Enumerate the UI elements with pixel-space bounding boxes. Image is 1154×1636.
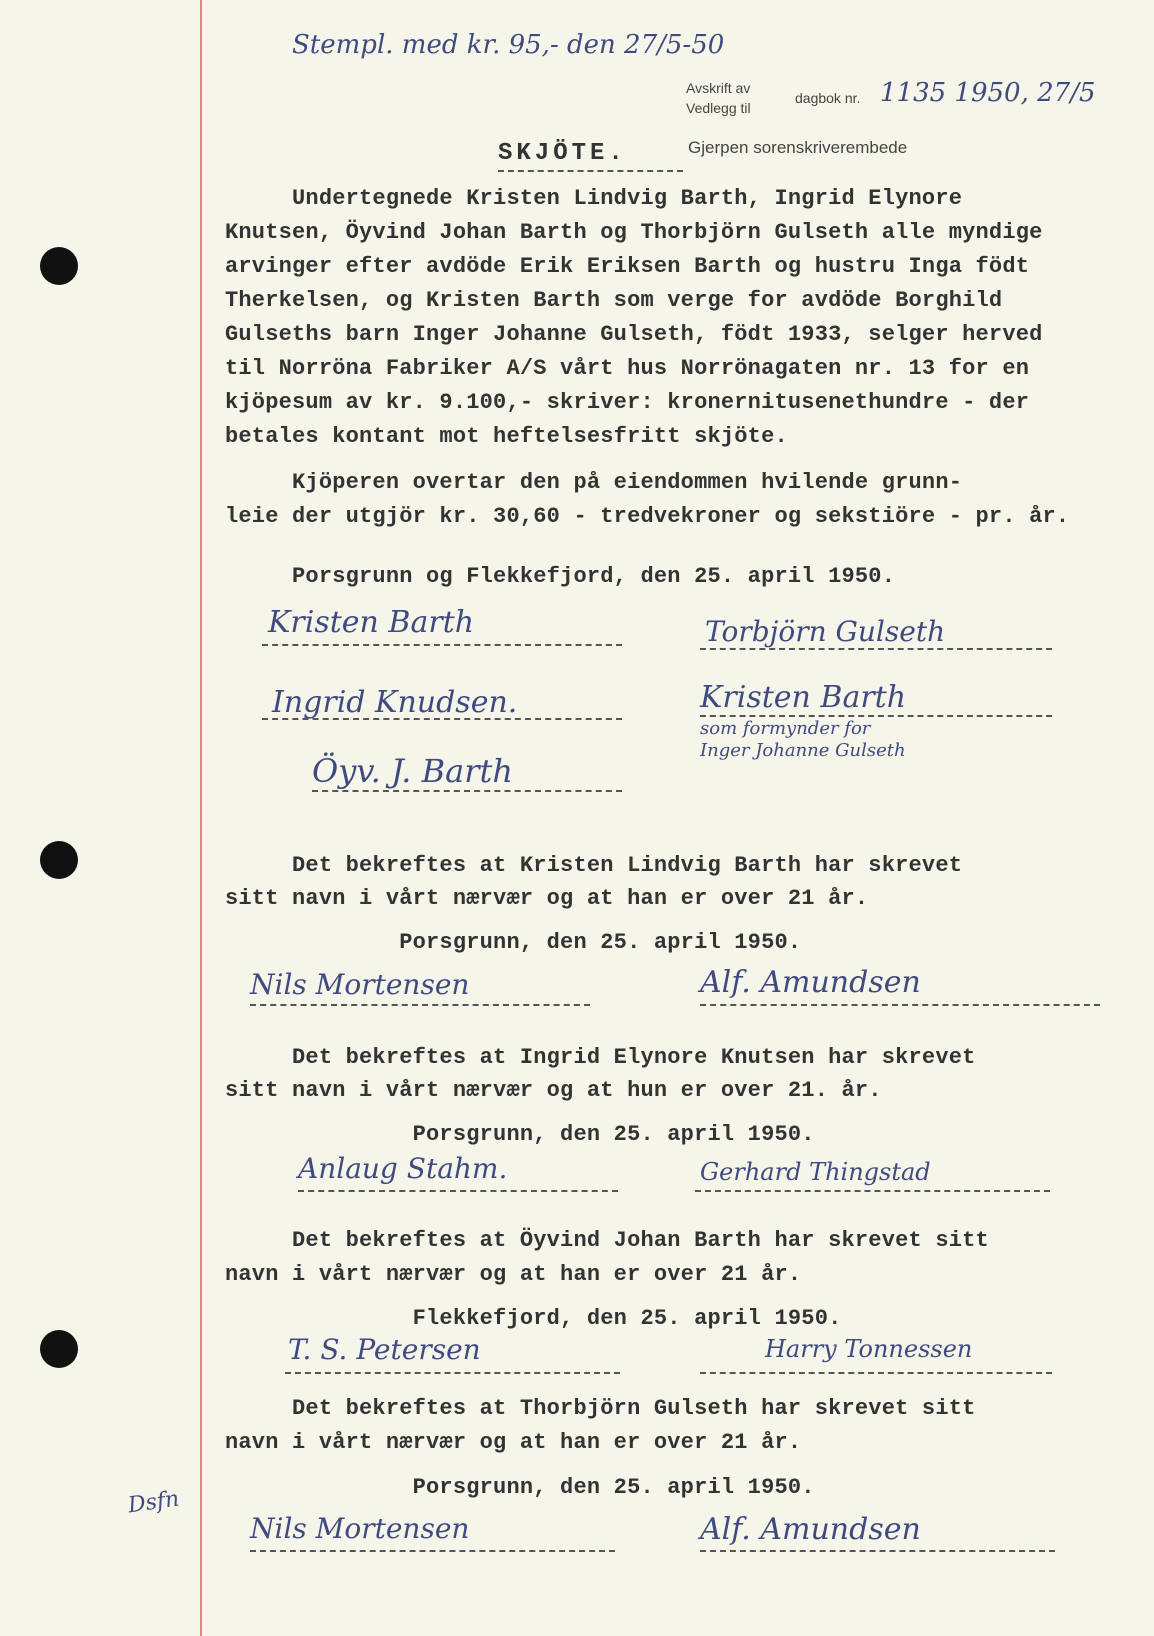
title-underline [498,170,683,172]
witness-signature: Alf. Amundsen [700,965,921,1000]
signature-line [298,1190,618,1192]
witness-line: navn i vårt nærvær og at han er over 21 år. [225,1262,802,1287]
body-line: betales kontant mot heftelsesfritt skjöte. [225,424,788,449]
witness-line: Det bekreftes at Öyvind Johan Barth har skrevet sitt [225,1228,989,1253]
signature-line [312,790,622,792]
place-date: Porsgrunn og Flekkefjord, den 25. april 1950. [225,564,896,589]
signature-line [700,1372,1052,1374]
signature-line [700,1004,1100,1006]
stamp-office: Gjerpen sorenskriverembede [688,138,908,157]
witness-signature: Alf. Amundsen [700,1512,921,1547]
margin-note: Dsfn [126,1486,181,1519]
witness-line: sitt navn i vårt nærvær og at hun er over 21. år. [225,1078,882,1103]
witness-place-date: Flekkefjord, den 25. april 1950. [225,1306,842,1331]
punch-hole [40,1330,78,1368]
body-line: Knutsen, Öyvind Johan Barth og Thorbjörn Gulseth alle myndige [225,220,1043,245]
witness-signature: Nils Mortensen [250,1512,470,1545]
witness-line: sitt navn i vårt nærvær og at han er over 21 år. [225,886,869,911]
witness-signature: Nils Mortensen [250,968,470,1001]
witness-signature: Harry Tonnessen [765,1335,973,1363]
signature: Öyv. J. Barth [312,752,513,790]
witness-line: Det bekreftes at Kristen Lindvig Barth har skrevet [225,853,963,878]
signature-note: Inger Johanne Gulseth [700,740,906,761]
body-line: Undertegnede Kristen Lindvig Barth, Ingrid Elynore [225,186,963,211]
body-line: leie der utgjör kr. 30,60 - tredvekroner og sekstiöre - pr. år. [225,504,1070,529]
punch-hole [40,247,78,285]
signature: Kristen Barth [268,605,475,640]
body-line: Therkelsen, og Kristen Barth som verge for avdöde Borghild [225,288,1003,313]
punch-hole [40,841,78,879]
signature-note: som formynder for [700,718,871,739]
handwritten-stamp-note: Stempl. med kr. 95,- den 27/5-50 [292,30,725,60]
witness-place-date: Porsgrunn, den 25. april 1950. [225,1122,815,1147]
signature: Ingrid Knudsen. [272,685,518,720]
signature-line [700,1550,1055,1552]
body-line: arvinger efter avdöde Erik Eriksen Barth og hustru Inga födt [225,254,1030,279]
document-title: SKJÖTE. [498,140,627,167]
signature-line [250,1004,590,1006]
witness-line: navn i vårt nærvær og at han er over 21 år. [225,1430,802,1455]
signature-line [285,1372,620,1374]
body-line: Gulseths barn Inger Johanne Gulseth, födt 1933, selger herved [225,322,1043,347]
body-line: Kjöperen overtar den på eiendommen hvilende grunn- [225,470,963,495]
body-line: kjöpesum av kr. 9.100,- skriver: kronernitusenethundre - der [225,390,1030,415]
signature: Torbjörn Gulseth [705,615,946,648]
witness-signature: Gerhard Thingstad [700,1158,931,1186]
witness-line: Det bekreftes at Ingrid Elynore Knutsen har skrevet [225,1045,976,1070]
signature-line [695,1190,1050,1192]
stamp-line1: Avskrift av [686,80,751,96]
signature: Kristen Barth [700,680,907,715]
stamp-dagbok: dagbok nr. [795,90,861,106]
witness-signature: Anlaug Stahm. [298,1152,508,1185]
witness-line: Det bekreftes at Thorbjörn Gulseth har skrevet sitt [225,1396,976,1421]
margin-rule [200,0,202,1636]
witness-place-date: Porsgrunn, den 25. april 1950. [225,1475,815,1500]
signature-line [262,718,622,720]
signature-line [700,648,1052,650]
stamp-line2: Vedlegg til [686,100,751,116]
signature-line [700,715,1052,717]
body-line: til Norröna Fabriker A/S vårt hus Norrönagaten nr. 13 for en [225,356,1030,381]
signature-line [250,1550,615,1552]
handwritten-journal-number: 1135 1950, 27/5 [880,78,1096,108]
witness-signature: T. S. Petersen [288,1333,481,1366]
signature-line [262,644,622,646]
witness-place-date: Porsgrunn, den 25. april 1950. [225,930,802,955]
